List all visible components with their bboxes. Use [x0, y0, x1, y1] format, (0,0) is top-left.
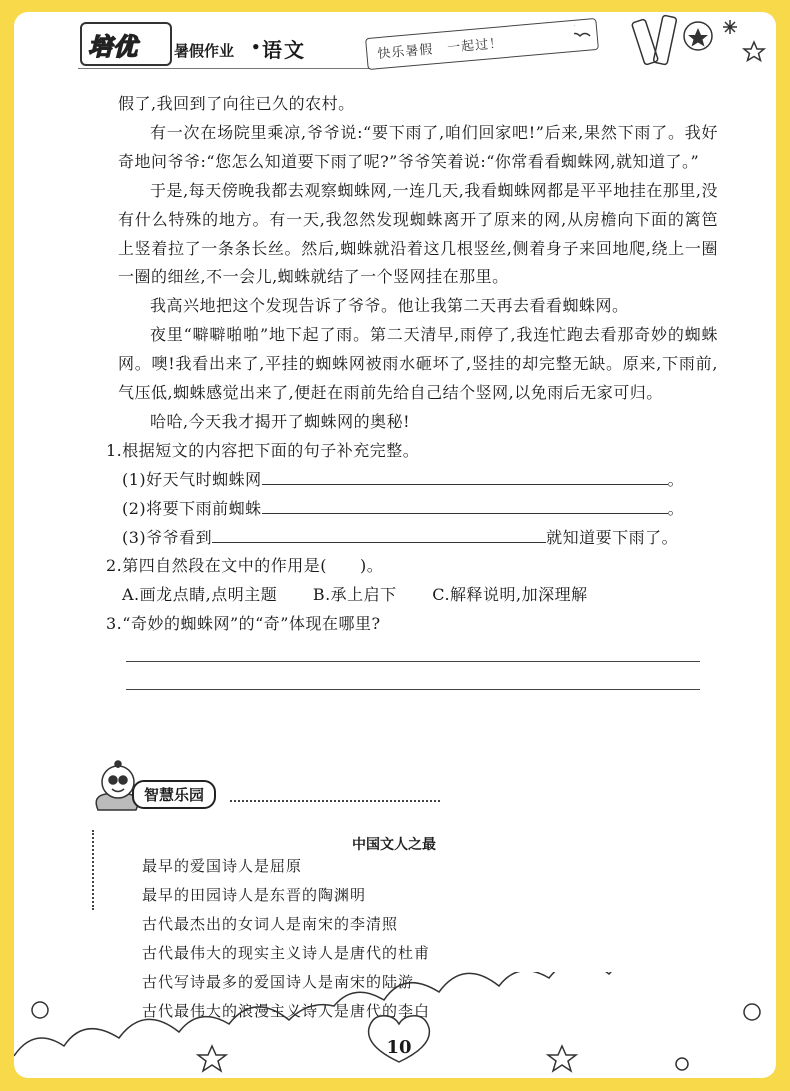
question-1 — [106, 437, 718, 553]
question-1-item-2 — [106, 495, 718, 524]
logo-text: 培优 — [88, 33, 138, 61]
option-a[interactable]: A.画龙点睛,点明主题 — [122, 585, 278, 605]
item-1-suffix: 。 — [667, 469, 685, 489]
question-2 — [106, 552, 718, 610]
list-item: 最早的田园诗人是东晋的陶渊明 — [142, 886, 367, 904]
answer-blank-1[interactable] — [262, 466, 668, 485]
question-3 — [106, 610, 718, 690]
book-title: 暑假作业 — [174, 42, 235, 60]
star-outline-icon — [198, 1046, 226, 1071]
bird-icon-2 — [574, 34, 590, 37]
question-1-item-1 — [106, 466, 718, 495]
star-icon — [688, 28, 708, 47]
subject-label: 语文 — [262, 38, 306, 62]
dotted-rule — [230, 800, 440, 802]
passage-text — [118, 90, 718, 437]
dotted-vertical-rule — [92, 830, 94, 910]
option-c[interactable]: C.解释说明,加深理解 — [432, 585, 588, 605]
wisdom-garden-title: 智慧乐园 — [132, 780, 216, 809]
header-decoration — [574, 12, 776, 82]
question-1-item-3 — [106, 524, 718, 553]
answer-blank-3[interactable] — [212, 524, 546, 543]
slogan-ribbon — [365, 18, 599, 70]
list-item: 古代最杰出的女词人是南宋的李清照 — [142, 915, 399, 933]
cloud-border — [14, 972, 694, 1056]
passage-paragraph: 有一次在场院里乘凉,爷爷说:“要下雨了,咱们回家吧!”后来,果然下雨了。我好奇地问爷爷:“您怎么知道要下雨了呢?”爷爷笑着说:“你常看看蜘蛛网,就知道了。” — [118, 122, 718, 171]
passage-paragraph: 假了,我回到了向往已久的农村。 — [118, 94, 355, 113]
question-2-text: 2.第四自然段在文中的作用是( )。 — [106, 556, 384, 576]
question-2-options — [106, 581, 718, 610]
publisher-logo — [80, 22, 172, 66]
workbook-page — [14, 12, 776, 1078]
answer-line-2[interactable] — [126, 689, 700, 690]
option-b[interactable]: B.承上启下 — [312, 585, 397, 605]
wisdom-garden-heading: 中国文人之最 — [352, 837, 436, 853]
star-outline-icon — [744, 42, 764, 61]
item-3-prefix: (3)爷爷看到 — [122, 527, 213, 547]
main-content — [106, 90, 718, 690]
title-separator: • — [251, 38, 261, 56]
bubble-icon-2 — [744, 1004, 760, 1020]
sparkle-icon — [723, 20, 737, 34]
slogan-text: 快乐暑假 一起过！ — [376, 36, 504, 63]
page-number: 10 — [386, 1037, 412, 1058]
page-header — [14, 12, 776, 82]
list-item: 古代最伟大的现实主义诗人是唐代的杜甫 — [142, 944, 431, 962]
bubble-icon-3 — [676, 1058, 688, 1070]
list-item: 古代写诗最多的爱国诗人是南宋的陆游 — [142, 973, 415, 991]
passage-paragraph: 于是,每天傍晚我都去观察蜘蛛网,一连几天,我看蜘蛛网都是平平地挂在那里,没有什么特殊的地方。有一天,我忽然发现蜘蛛离开了原来的网,从房檐向下面的篱笆上竖着拉了一条条长丝。然后,蜘蛛就沿着这几根竖丝,侧着身子来回地爬,绕上一圈一圈的细丝,不一会儿,蜘蛛就结了一个竖网挂在那里。 — [118, 180, 718, 287]
item-2-suffix: 。 — [667, 498, 685, 518]
question-3-text: 3.“奇妙的蜘蛛网”的“奇”体现在哪里? — [106, 614, 381, 634]
question-1-text: 1.根据短文的内容把下面的句子补充完整。 — [106, 440, 420, 460]
passage-paragraph: 夜里“噼噼啪啪”地下起了雨。第二天清早,雨停了,我连忙跑去看那奇妙的蜘蛛网。噢!我看出来了,平挂的蜘蛛网被雨水砸坏了,竖挂的却完整无缺。原来,下雨前,气压低,蜘蛛感觉出来了,便赶在雨前先给自己结个竖网,以免雨后无家可归。 — [118, 325, 718, 403]
passage-paragraph: 我高兴地把这个发现告诉了爷爷。他让我第二天再去看看蜘蛛网。 — [150, 296, 629, 316]
star-outline-icon-2 — [548, 1046, 576, 1071]
answer-blank-2[interactable] — [262, 495, 668, 514]
header-rule — [78, 68, 378, 69]
list-item: 古代最伟大的浪漫主义诗人是唐代的李白 — [142, 1002, 431, 1020]
list-item: 最早的爱国诗人是屈原 — [142, 857, 303, 875]
item-3-suffix: 就知道要下雨了。 — [546, 527, 679, 547]
item-1-prefix: (1)好天气时蜘蛛网 — [122, 469, 262, 489]
passage-paragraph: 哈哈,今天我才揭开了蜘蛛网的奥秘! — [150, 411, 411, 431]
item-2-prefix: (2)将要下雨前蜘蛛 — [122, 498, 262, 518]
bubble-icon — [32, 1002, 48, 1018]
